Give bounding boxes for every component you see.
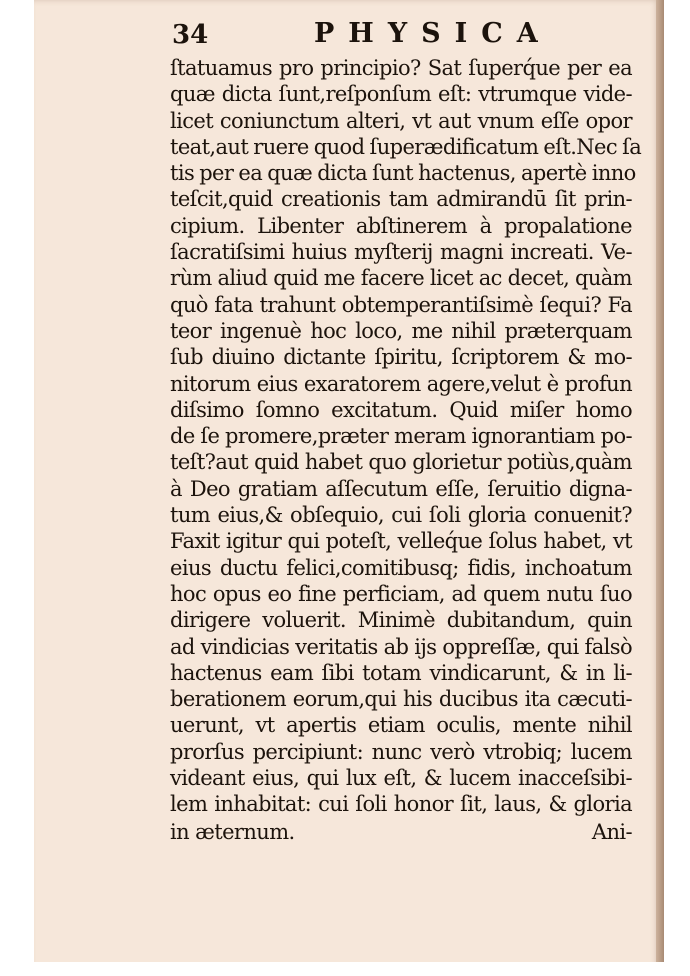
text-line: ad vindicias veritatis ab ijs oppreſſæ, qui falsò xyxy=(170,634,632,659)
text-line: quò fata trahunt obtemperantiſsimè ſequi? Fa xyxy=(170,292,632,317)
text-line: ſub diuino dictante ſpiritu, ſcriptorem & mo- xyxy=(170,345,632,370)
text-line: licet coniunctum alteri, vt aut vnum eſſe opor xyxy=(170,108,632,133)
text-line: Faxit igitur qui poteſt, velleq́ue ſolus habet, vt xyxy=(170,529,632,554)
text-line: teſt?aut quid habet quo glorietur potiùs,quàm xyxy=(170,450,632,475)
text-line: rùm aliud quid me facere licet ac decet, quàm xyxy=(170,266,632,291)
catchword: Ani- xyxy=(591,819,632,844)
text-line: lem inhabitat: cui ſoli honor ſit, laus, & gloria xyxy=(170,792,632,817)
text-line: ſtatuamus pro principio? Sat ſuperq́ue per ea xyxy=(170,56,632,80)
page-header xyxy=(172,14,632,54)
closing-line xyxy=(170,818,632,846)
text-line: eius ductu felici,comitibusq; fidis, inchoatum xyxy=(170,555,632,580)
text-line: tis per ea quæ dicta ſunt hactenus, apertè inno xyxy=(170,161,636,186)
closing-phrase: in æternum. xyxy=(170,819,295,844)
text-line: ſacratiſsimi huius myſterij magni increati. Ve- xyxy=(170,240,632,265)
page-number: 34 xyxy=(172,20,209,50)
body-text xyxy=(170,55,642,846)
text-line: uerunt, vt apertis etiam oculis, mente nihil xyxy=(170,713,632,738)
text-line: teat,aut ruere quod ſuperædificatum eſt.Nec ſa xyxy=(170,134,642,159)
text-line: cipium. Libenter abſtinerem à propalatione xyxy=(170,213,632,238)
text-line: videant eius, qui lux eſt, & lucem inacceſsibi- xyxy=(170,766,632,791)
text-line: de ſe promere,præter meram ignorantiam po- xyxy=(170,424,632,449)
text-line: berationem eorum,qui his ducibus ita cæcuti- xyxy=(170,687,632,712)
text-line: teor ingenuè hoc loco, me nihil præterquam xyxy=(170,318,632,343)
text-line: nitorum eius exaratorem agere,velut è profun xyxy=(170,371,632,396)
text-line: à Deo gratiam aſſecutum eſſe, ſeruitio digna- xyxy=(170,476,632,501)
text-line: hoc opus eo fine perficiam, ad quem nutu ſuo xyxy=(170,581,632,606)
text-line: diſsimo ſomno excitatum. Quid miſer homo xyxy=(170,397,632,422)
bottom-margin-strip xyxy=(34,962,664,976)
running-head: PHYSICA xyxy=(314,18,552,49)
text-line: prorſus percipiunt: nunc verò vtrobiq; lucem xyxy=(170,739,632,764)
text-line: dirigere voluerit. Minimè dubitandum, quin xyxy=(170,608,632,633)
text-line: hactenus eam ſibi totam vindicarunt, & in li- xyxy=(170,660,632,685)
text-line: quæ dicta ſunt,reſponſum eſt: vtrumque vide- xyxy=(170,82,632,107)
text-line: teſcit,quid creationis tam admirandū ſit prin- xyxy=(170,187,632,212)
text-line: tum eius,& obſequio, cui ſoli gloria conuenit? xyxy=(170,503,632,528)
page-edge-shadow xyxy=(656,0,664,970)
